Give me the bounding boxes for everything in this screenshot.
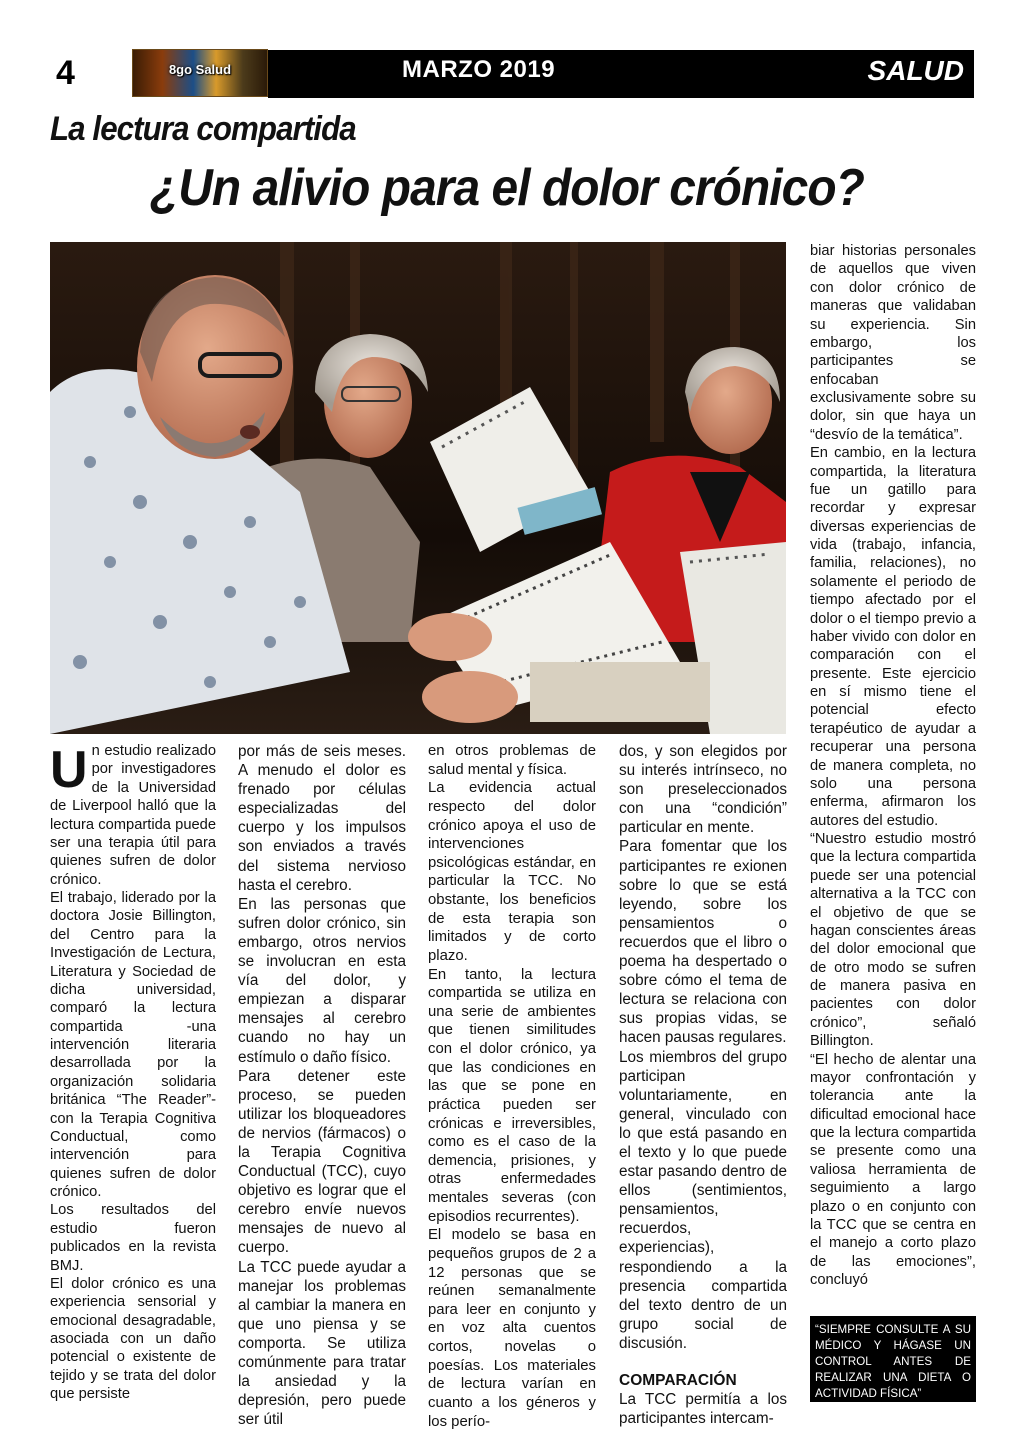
article-paragraph: por más de seis meses. A menudo el dolor es frenado por células especializadas del cuerpo y los impulsos son enviados a través del sistema nervioso hasta el cerebro. <box>238 743 406 894</box>
drop-cap: U <box>50 741 88 799</box>
article-column-2 <box>238 742 406 1429</box>
section-name: SALUD <box>867 55 964 86</box>
article-paragraph: El dolor crónico es una experiencia sensorial y emocional desagradable, asociada con un daño potencial o existente de tejido y se trata del dolor que persiste <box>50 1275 216 1403</box>
article-headline: ¿Un alivio para el dolor crónico? <box>150 159 864 217</box>
reading-group-photo <box>50 242 786 734</box>
article-paragraph: En tanto, la lectura compartida se utiliza en una serie de ambientes que tienen similitudes con el dolor crónico, ya que las condiciones en las que se pone en práctica pueden ser crónicas e irreversibles, como es el caso de la demencia, prisiones, y otras enfermedades mentales severas (con episodios recurrentes). <box>428 966 596 1225</box>
article-paragraph: El modelo se basa en pequeños grupos de 2 a 12 personas que se reúnen semanalmente para leer en conjunto y en voz alta cuentos cortos, novelas o poesías. Los materiales de lectura varían en cuanto a los géneros y los perío- <box>428 1227 596 1430</box>
article-paragraph: Un estudio realizado por investigadores de la Universidad de Liverpool halló que la lectura compartida puede ser una terapia útil para quienes sufren de dolor crónico. <box>50 741 216 888</box>
page-number: 4 <box>56 54 75 92</box>
publication-logo <box>132 49 268 97</box>
article-paragraph: en otros problemas de salud mental y física. <box>428 743 596 778</box>
section-subhead: COMPARACIÓN <box>619 1372 737 1389</box>
article-paragraph: La evidencia actual respecto del dolor crónico apoya el uso de intervenciones psicológicas estándar, en particular la TCC. No obstante, los beneficios de esta terapia son limitados y de corto plazo. <box>428 780 596 964</box>
article-paragraph: En cambio, en la lectura compartida, la literatura fue un gatillo para recordar y expresar diversas experiencias de vida (trabajo, infancia, familia, relaciones), no solamente el periodo de tiempo afectado por el dolor o el tiempo previo a haber vivido con dolor en comparación con el presente. Este ejercicio en sí mismo tiene el potencial efecto terapéutico de ayudar a recuperar una persona de manera completa, no solo una persona enferma, afirmaron los autores del estudio. <box>810 445 976 829</box>
article-paragraph: “El hecho de alentar una mayor confrontación y tolerancia ante la dificultad emocional hace que la lectura compartida se presente como una valiosa herramienta de seguimiento a largo plazo o en conjunto con la TCC que se centra en el manejo a corto plazo de las emociones”, concluyó <box>810 1051 976 1288</box>
article-paragraph: Para fomentar que los participantes re exionen sobre lo que se está leyendo, sobre los pensamientos o recuerdos que el libro o poema ha despertado o sobre cómo el tema de lectura se relaciona con sus propias vidas, se hacen pausas regulares. <box>619 838 787 1047</box>
article-paragraph: Los miembros del grupo participan voluntariamente, en general, vinculado con lo que está pasando en el texto y lo que puede estar pasando dentro de ellos (sentimientos, pensamientos, recuerdos, experiencias), respondiendo a la presencia compartida del texto dentro de un grupo social de discusión. <box>619 1048 787 1352</box>
article-paragraph: La TCC puede ayudar a manejar los problemas al cambiar la manera en que uno piensa y se comporta. Se utiliza comúnmente para tratar la ansiedad y la depresión, pero puede ser útil <box>238 1258 406 1429</box>
article-paragraph: El trabajo, liderado por la doctora Josie Billington, del Centro para la Investigación de Lectura, Literatura y Sociedad de dicha universidad, comparó la lectura compartida -una intervención literaria desarrollada por la organización solidaria británica “The Reader”- con la Terapia Cognitiva Conductual, como intervención para quienes sufren de dolor crónico. <box>50 890 216 1200</box>
article-paragraph: Los resultados del estudio fueron publicados en la revista BMJ. <box>50 1202 216 1274</box>
article-paragraph: biar historias personales de aquellos que viven con dolor crónico de maneras que validaban su experiencia. Sin embargo, los participantes se enfocaban exclusivamente sobre su dolor, sin que haya un “desvío de la temática”. <box>810 243 976 443</box>
article-kicker: La lectura compartida <box>50 110 356 148</box>
article-column-5 <box>810 242 976 1289</box>
logo-text: 8go Salud <box>168 62 232 77</box>
article-paragraph: Para detener este proceso, se pueden utilizar los bloqueadores de nervios (fármacos) o la Terapia Cognitiva Conductual (TCC), cuyo objetivo es lograr que el cerebro envíe nuevos mensajes de nuevo al cuerpo. <box>238 1067 406 1257</box>
article-photo <box>50 242 786 734</box>
article-paragraph: La TCC permitía a los participantes intercam- <box>619 1391 787 1428</box>
article-column-3 <box>428 742 596 1431</box>
article-column-1 <box>50 742 216 1404</box>
article-paragraph: En las personas que sufren dolor crónico, sin embargo, otros nervios se involucran en esta vía del dolor, y empiezan a disparar mensajes al cerebro cuando no hay un estímulo o daño físico. <box>238 895 406 1066</box>
health-notice-box: “SIEMPRE CONSULTE A SU MÉDICO Y HÁGASE UN CONTROL ANTES DE REALIZAR UNA DIETA O ACTIVIDAD FÍSICA” <box>810 1316 976 1402</box>
article-column-4 <box>619 742 787 1428</box>
issue-date: MARZO 2019 <box>402 56 556 83</box>
article-paragraph: “Nuestro estudio mostró que la lectura compartida puede ser una potencial alternativa a la TCC con el objetivo de que se hagan conscientes áreas del dolor emocional que de otro modo se sufren de manera pasiva en pacientes con dolor crónico”, señaló Billington. <box>810 831 976 1050</box>
article-paragraph: dos, y son elegidos por su interés intrínseco, no son preseleccionados con una “condición” particular en mente. <box>619 743 787 837</box>
